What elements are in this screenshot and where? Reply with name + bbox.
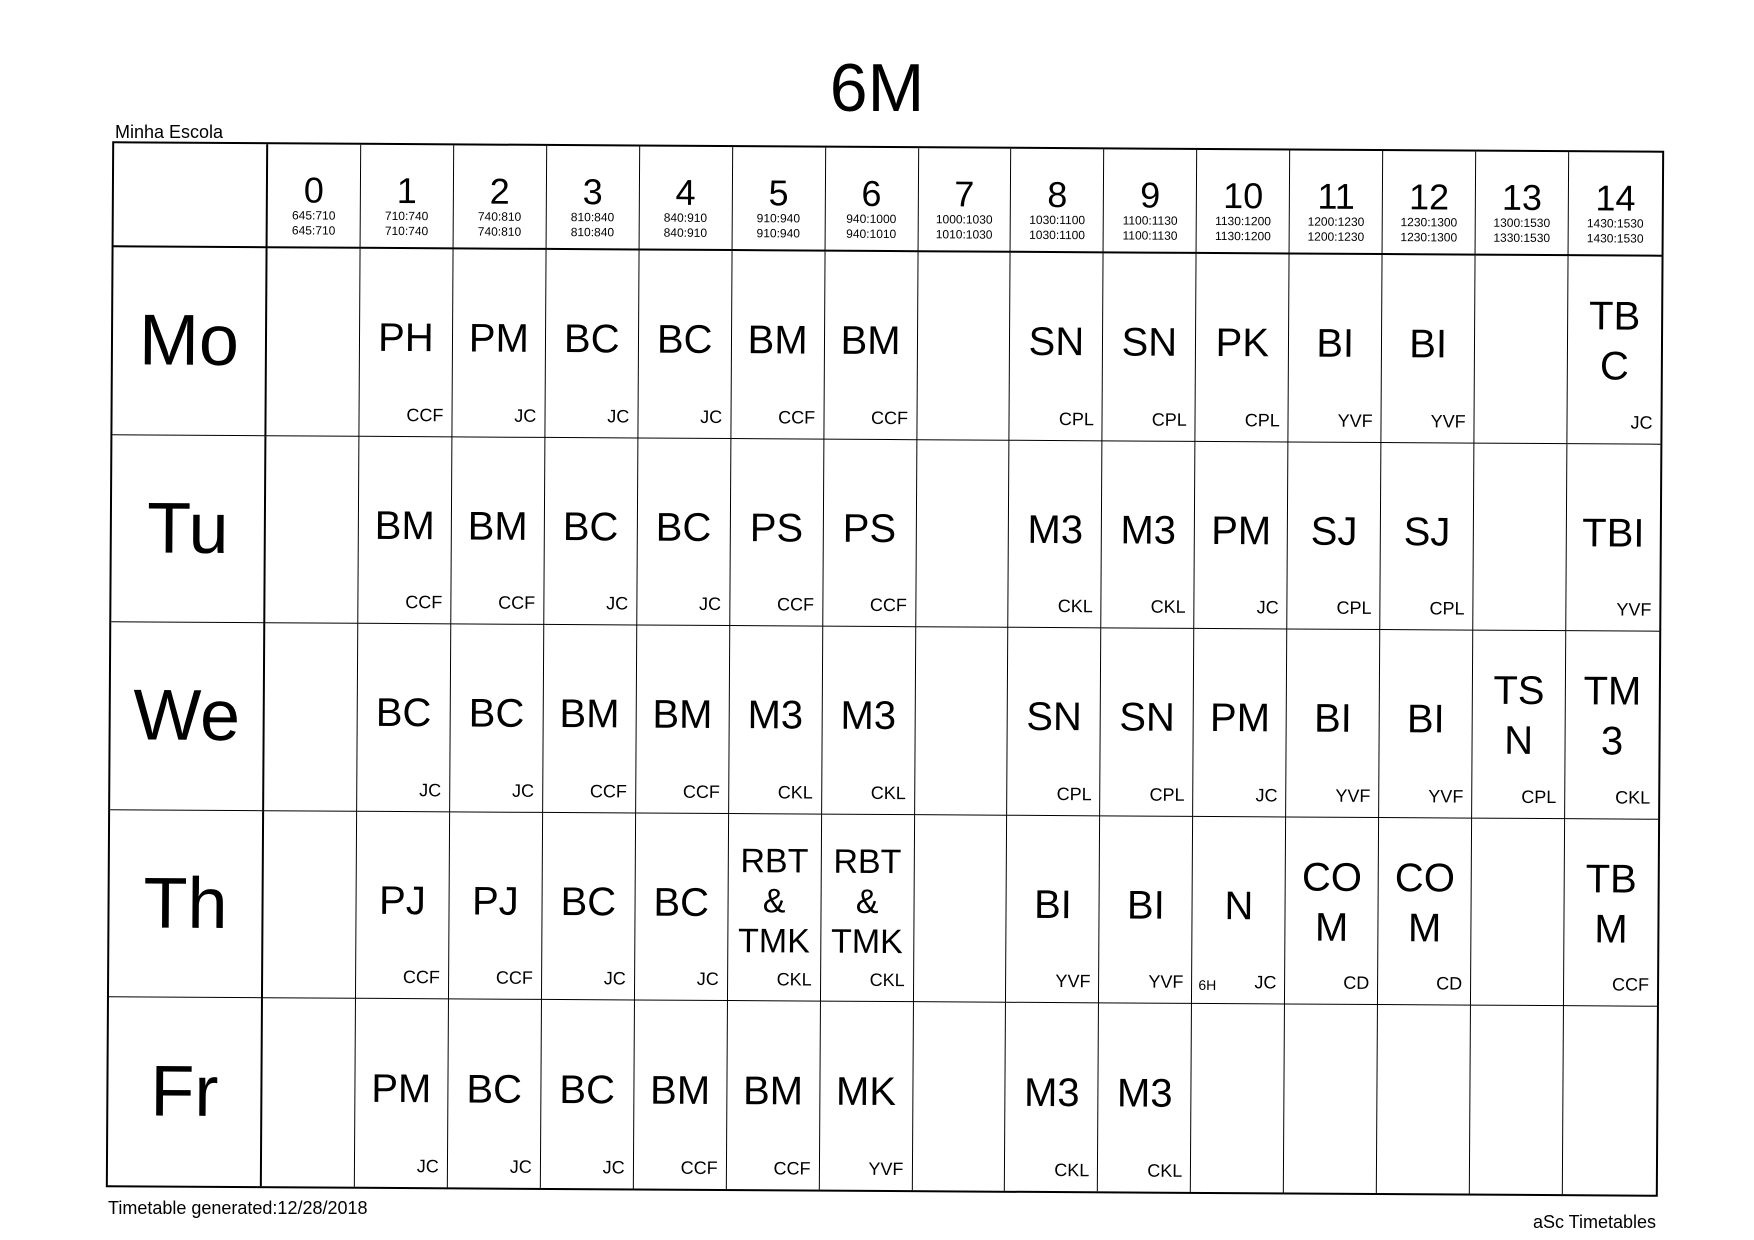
day-label: We <box>110 622 265 811</box>
day-label: Tu <box>111 435 266 624</box>
vendor-credit: aSc Timetables <box>1532 1212 1656 1232</box>
empty-cell <box>1284 1005 1378 1193</box>
period-time: 1200:1230 <box>1307 229 1365 244</box>
period-header <box>360 145 454 250</box>
lesson-cell <box>542 813 636 1001</box>
subject-code: PS <box>749 506 804 551</box>
teacher-code: YVF <box>1335 785 1371 806</box>
teacher-code: JC <box>1254 972 1277 993</box>
subject-code: BC <box>375 691 432 736</box>
teacher-code: JC <box>1255 785 1278 806</box>
period-time: 1300:1530 <box>1493 215 1551 231</box>
subject-code: PH <box>377 316 434 361</box>
lesson-cell <box>819 1002 913 1190</box>
subject-code: RBT & TMK <box>830 842 903 962</box>
lesson-cell <box>634 1001 728 1189</box>
teacher-code: JC <box>698 594 722 615</box>
empty-cell <box>262 999 356 1187</box>
teacher-code: CCF <box>402 967 441 988</box>
lesson-cell <box>357 624 451 812</box>
timetable-grid <box>106 141 1664 1196</box>
subject-code: BM <box>649 1068 711 1114</box>
lesson-cell <box>1193 629 1287 817</box>
empty-cell <box>1471 818 1565 1006</box>
teacher-code: JC <box>696 969 719 990</box>
period-number: 11 <box>1317 175 1355 217</box>
empty-cell <box>266 248 360 436</box>
teacher-code: CCF <box>869 595 907 616</box>
teacher-code: CD <box>1436 973 1463 994</box>
subject-code: MK <box>835 1069 897 1115</box>
subject-code: PJ <box>378 879 426 924</box>
period-number: 6 <box>861 172 882 214</box>
empty-cell <box>916 440 1010 628</box>
period-time: 1030:1100 <box>1029 212 1086 228</box>
period-time: 940:1000 <box>846 211 897 227</box>
lesson-cell <box>1566 444 1660 632</box>
empty-cell <box>1475 256 1569 444</box>
lesson-cell <box>1099 816 1193 1004</box>
subject-code: SJ <box>1403 510 1451 555</box>
period-number: 8 <box>1047 173 1068 216</box>
subject-code: BM <box>742 1069 804 1114</box>
empty-cell <box>265 436 359 624</box>
subject-code: SN <box>1121 320 1178 366</box>
subject-code: BM <box>840 319 901 364</box>
period-time: 1200:1230 <box>1307 214 1365 229</box>
subject-code: M3 <box>747 693 804 738</box>
teacher-code: CCF <box>495 968 533 989</box>
period-header <box>1476 152 1570 257</box>
lesson-cell <box>728 814 822 1002</box>
lesson-cell <box>1288 442 1382 630</box>
lesson-cell <box>635 813 729 1001</box>
lesson-cell <box>1100 629 1194 817</box>
subject-code: PM <box>371 1067 432 1112</box>
teacher-code: JC <box>514 405 537 426</box>
teacher-code: CCF <box>778 406 816 428</box>
subject-code: TB M <box>1585 857 1637 952</box>
period-header <box>732 147 826 252</box>
lesson-cell <box>638 250 732 438</box>
subject-code: TM 3 <box>1583 669 1642 764</box>
period-number: 1 <box>396 170 417 212</box>
generated-date: Timetable generated:12/28/2018 <box>108 1198 368 1218</box>
teacher-code: CKL <box>776 969 812 990</box>
lesson-cell <box>824 252 918 440</box>
period-header <box>1011 149 1105 254</box>
period-time: 1330:1530 <box>1493 230 1551 246</box>
subject-code: BI <box>1126 883 1165 928</box>
subject-code: M3 <box>1027 507 1084 553</box>
class-title: 6M <box>829 50 925 126</box>
subject-code: SN <box>1119 695 1175 741</box>
subject-code: BM <box>747 318 808 363</box>
subject-code: BC <box>559 1068 616 1113</box>
subject-code: BI <box>1409 322 1448 367</box>
lesson-cell <box>358 436 452 624</box>
empty-cell <box>1470 1006 1564 1194</box>
period-time: 740:810 <box>477 224 522 239</box>
subject-code: BC <box>562 504 619 550</box>
subject-code: BC <box>560 880 617 925</box>
teacher-code: JC <box>602 1157 625 1178</box>
subject-code: BC <box>466 1067 523 1112</box>
lesson-cell <box>1008 628 1102 816</box>
period-number: 3 <box>582 171 603 213</box>
period-time: 810:840 <box>570 225 615 240</box>
empty-cell <box>1473 443 1567 631</box>
teacher-code: CKL <box>1615 787 1651 808</box>
lesson-cell <box>1009 440 1103 628</box>
teacher-code: JC <box>1256 597 1279 618</box>
teacher-code: CPL <box>1521 786 1557 807</box>
period-time: 910:940 <box>756 226 801 241</box>
empty-cell <box>264 623 358 811</box>
period-time: 645:710 <box>291 223 336 238</box>
teacher-code: CCF <box>405 592 443 613</box>
period-time: 1130:1200 <box>1214 229 1271 244</box>
lesson-cell <box>730 439 824 627</box>
empty-cell <box>915 627 1009 815</box>
period-header <box>1197 150 1291 255</box>
subject-code: SN <box>1026 695 1083 740</box>
teacher-code: CCF <box>498 592 536 614</box>
period-number: 9 <box>1140 174 1161 216</box>
period-time: 940:1010 <box>846 226 897 242</box>
lesson-cell <box>1564 819 1658 1007</box>
lesson-cell <box>545 250 639 438</box>
subject-code: BI <box>1033 883 1073 928</box>
teacher-code: CPL <box>1336 597 1372 619</box>
period-header <box>918 148 1012 253</box>
teacher-code: YVF <box>1616 599 1652 620</box>
teacher-code: CCF <box>1612 974 1650 996</box>
subject-code: SJ <box>1310 509 1358 554</box>
teacher-code: CCF <box>871 407 909 428</box>
period-number: 10 <box>1223 175 1264 217</box>
subject-code: M3 <box>1120 508 1177 553</box>
teacher-code: CKL <box>777 782 813 803</box>
lesson-cell <box>637 438 731 626</box>
lesson-cell <box>1379 630 1473 818</box>
teacher-code: CKL <box>1150 596 1186 618</box>
subject-code: M3 <box>1116 1071 1173 1116</box>
lesson-cell <box>1382 255 1476 443</box>
subject-code: BM <box>652 693 713 738</box>
teacher-code: JC <box>606 593 629 614</box>
teacher-code: CKL <box>1147 1160 1183 1181</box>
teacher-code: JC <box>603 968 626 989</box>
period-header <box>1104 149 1198 254</box>
lesson-cell <box>1010 253 1104 441</box>
period-time: 810:840 <box>570 210 615 225</box>
period-time: 1230:1300 <box>1400 215 1458 230</box>
subject-code: PJ <box>471 879 519 924</box>
teacher-code: JC <box>511 780 535 801</box>
period-header <box>453 145 547 250</box>
lesson-cell <box>359 249 453 437</box>
lesson-cell <box>1196 254 1290 442</box>
subject-code: PM <box>1211 508 1272 554</box>
empty-cell <box>913 815 1007 1003</box>
teacher-code: YVF <box>1428 786 1464 807</box>
subject-code: BC <box>468 691 525 737</box>
lesson-cell <box>356 812 450 1000</box>
period-number: 2 <box>489 170 510 212</box>
period-time: 710:740 <box>384 223 429 239</box>
lesson-cell <box>1102 441 1196 629</box>
teacher-code: CCF <box>589 780 628 802</box>
teacher-code: CPL <box>1151 409 1187 430</box>
lesson-cell <box>541 1000 635 1188</box>
teacher-code: JC <box>419 779 442 801</box>
subject-code: TS N <box>1493 669 1545 764</box>
empty-cell <box>917 252 1011 440</box>
period-time: 1230:1300 <box>1400 230 1458 245</box>
teacher-code: JC <box>607 405 630 427</box>
lesson-cell <box>449 812 543 1000</box>
day-label: Th <box>109 810 264 999</box>
lesson-cell <box>1380 443 1474 631</box>
period-time: 710:740 <box>384 208 429 224</box>
school-name: Minha Escola <box>115 122 224 142</box>
teacher-code: CPL <box>1244 409 1280 431</box>
teacher-code: CKL <box>1054 1160 1090 1181</box>
teacher-code: JC <box>1630 412 1653 433</box>
lesson-cell <box>1286 630 1380 818</box>
lesson-cell <box>1005 1003 1099 1191</box>
teacher-code: CPL <box>1056 783 1092 805</box>
period-header <box>639 146 733 251</box>
lesson-cell <box>1565 631 1659 819</box>
period-header <box>546 146 640 251</box>
lesson-cell <box>731 251 825 439</box>
period-time: 645:710 <box>291 208 336 223</box>
lesson-cell <box>636 626 730 814</box>
teacher-code: YVF <box>1055 971 1091 992</box>
period-number: 4 <box>675 171 696 213</box>
subject-code: BM <box>374 503 435 549</box>
period-time: 1130:1200 <box>1215 214 1272 229</box>
teacher-code: CKL <box>869 970 905 991</box>
period-header <box>268 144 362 249</box>
teacher-code: CCF <box>776 594 815 615</box>
subject-code: PM <box>1209 696 1271 741</box>
subject-code: RBT & TMK <box>737 842 810 961</box>
day-label: Fr <box>108 998 263 1187</box>
lesson-cell <box>729 626 823 814</box>
subject-code: CO M <box>1301 855 1363 950</box>
lesson-cell <box>1192 817 1286 1005</box>
subject-code: N <box>1224 884 1254 929</box>
lesson-cell <box>448 1000 542 1188</box>
teacher-code: CKL <box>1057 596 1093 617</box>
subject-code: BC <box>656 317 713 363</box>
teacher-code: YVF <box>1337 410 1373 431</box>
subject-code: PM <box>468 316 529 362</box>
lesson-cell <box>1103 253 1197 441</box>
teacher-code: YVF <box>1430 410 1466 432</box>
lesson-cell <box>726 1001 820 1189</box>
period-time: 1010:1030 <box>935 227 993 242</box>
subject-code: TBI <box>1582 511 1645 556</box>
period-number: 14 <box>1595 177 1636 219</box>
period-time: 1430:1530 <box>1586 231 1644 246</box>
teacher-code: YVF <box>1148 972 1184 993</box>
lesson-cell <box>1472 631 1566 819</box>
lesson-cell <box>1289 254 1383 442</box>
teacher-code: JC <box>416 1156 439 1177</box>
subject-code: BC <box>653 880 710 926</box>
lesson-cell <box>450 625 544 813</box>
period-time: 1430:1530 <box>1586 216 1644 231</box>
empty-cell <box>1191 1004 1285 1192</box>
empty-cell <box>1377 1005 1471 1193</box>
room-code: 6H <box>1198 977 1217 994</box>
teacher-code: CCF <box>682 781 720 802</box>
subject-code: PS <box>842 506 897 551</box>
period-number: 12 <box>1408 176 1450 218</box>
period-header <box>1383 151 1477 256</box>
subject-code: BM <box>467 504 528 549</box>
teacher-code: JC <box>509 1156 532 1177</box>
period-header <box>825 148 919 253</box>
period-time: 1100:1130 <box>1122 228 1178 243</box>
day-label: Mo <box>112 247 267 436</box>
empty-cell <box>263 811 357 999</box>
subject-code: TB C <box>1589 294 1641 389</box>
period-number: 7 <box>954 173 975 215</box>
lesson-cell <box>543 625 637 813</box>
subject-code: BI <box>1406 697 1445 742</box>
lesson-cell <box>452 249 546 437</box>
lesson-cell <box>1378 818 1472 1006</box>
empty-cell <box>912 1003 1006 1191</box>
teacher-code: CCF <box>406 404 444 425</box>
subject-code: BI <box>1313 697 1352 742</box>
lesson-cell <box>1285 817 1379 1005</box>
period-time: 1100:1130 <box>1122 213 1178 228</box>
teacher-code: CCF <box>680 1157 718 1178</box>
period-time: 840:910 <box>663 225 708 240</box>
lesson-cell <box>822 627 916 815</box>
period-time: 1030:1100 <box>1029 227 1086 243</box>
period-number: 13 <box>1501 176 1543 219</box>
lesson-cell <box>1567 256 1661 444</box>
subject-code: BM <box>559 692 620 737</box>
teacher-code: CPL <box>1149 784 1185 805</box>
teacher-code: CPL <box>1058 408 1094 429</box>
teacher-code: CKL <box>870 782 906 803</box>
teacher-code: JC <box>700 406 723 427</box>
period-time: 910:940 <box>756 211 801 226</box>
subject-code: BC <box>563 317 620 362</box>
subject-code: BC <box>655 505 712 550</box>
lesson-cell <box>823 439 917 627</box>
period-number: 5 <box>768 172 789 214</box>
subject-code: SN <box>1028 320 1085 365</box>
subject-code: BI <box>1316 321 1355 367</box>
lesson-cell <box>1006 816 1100 1004</box>
lesson-cell <box>355 999 449 1187</box>
period-time: 740:810 <box>477 209 522 224</box>
subject-code: CO M <box>1394 856 1456 951</box>
teacher-code: CCF <box>773 1158 811 1179</box>
lesson-cell <box>1195 441 1289 629</box>
lesson-cell <box>1098 1004 1192 1192</box>
teacher-code: CPL <box>1429 598 1465 619</box>
lesson-cell <box>821 814 915 1002</box>
subject-code: M3 <box>840 694 897 739</box>
period-number: 0 <box>303 169 325 211</box>
empty-cell <box>1563 1007 1657 1195</box>
grid-corner <box>114 143 269 248</box>
period-time: 1000:1030 <box>935 212 993 227</box>
subject-code: PK <box>1215 321 1270 366</box>
lesson-cell <box>544 438 638 626</box>
lesson-cell <box>451 437 545 625</box>
teacher-code: YVF <box>868 1158 904 1180</box>
teacher-code: CD <box>1343 973 1370 994</box>
period-header <box>1290 150 1384 255</box>
period-time: 840:910 <box>663 210 708 225</box>
subject-code: M3 <box>1023 1071 1080 1116</box>
period-header <box>1569 152 1663 257</box>
